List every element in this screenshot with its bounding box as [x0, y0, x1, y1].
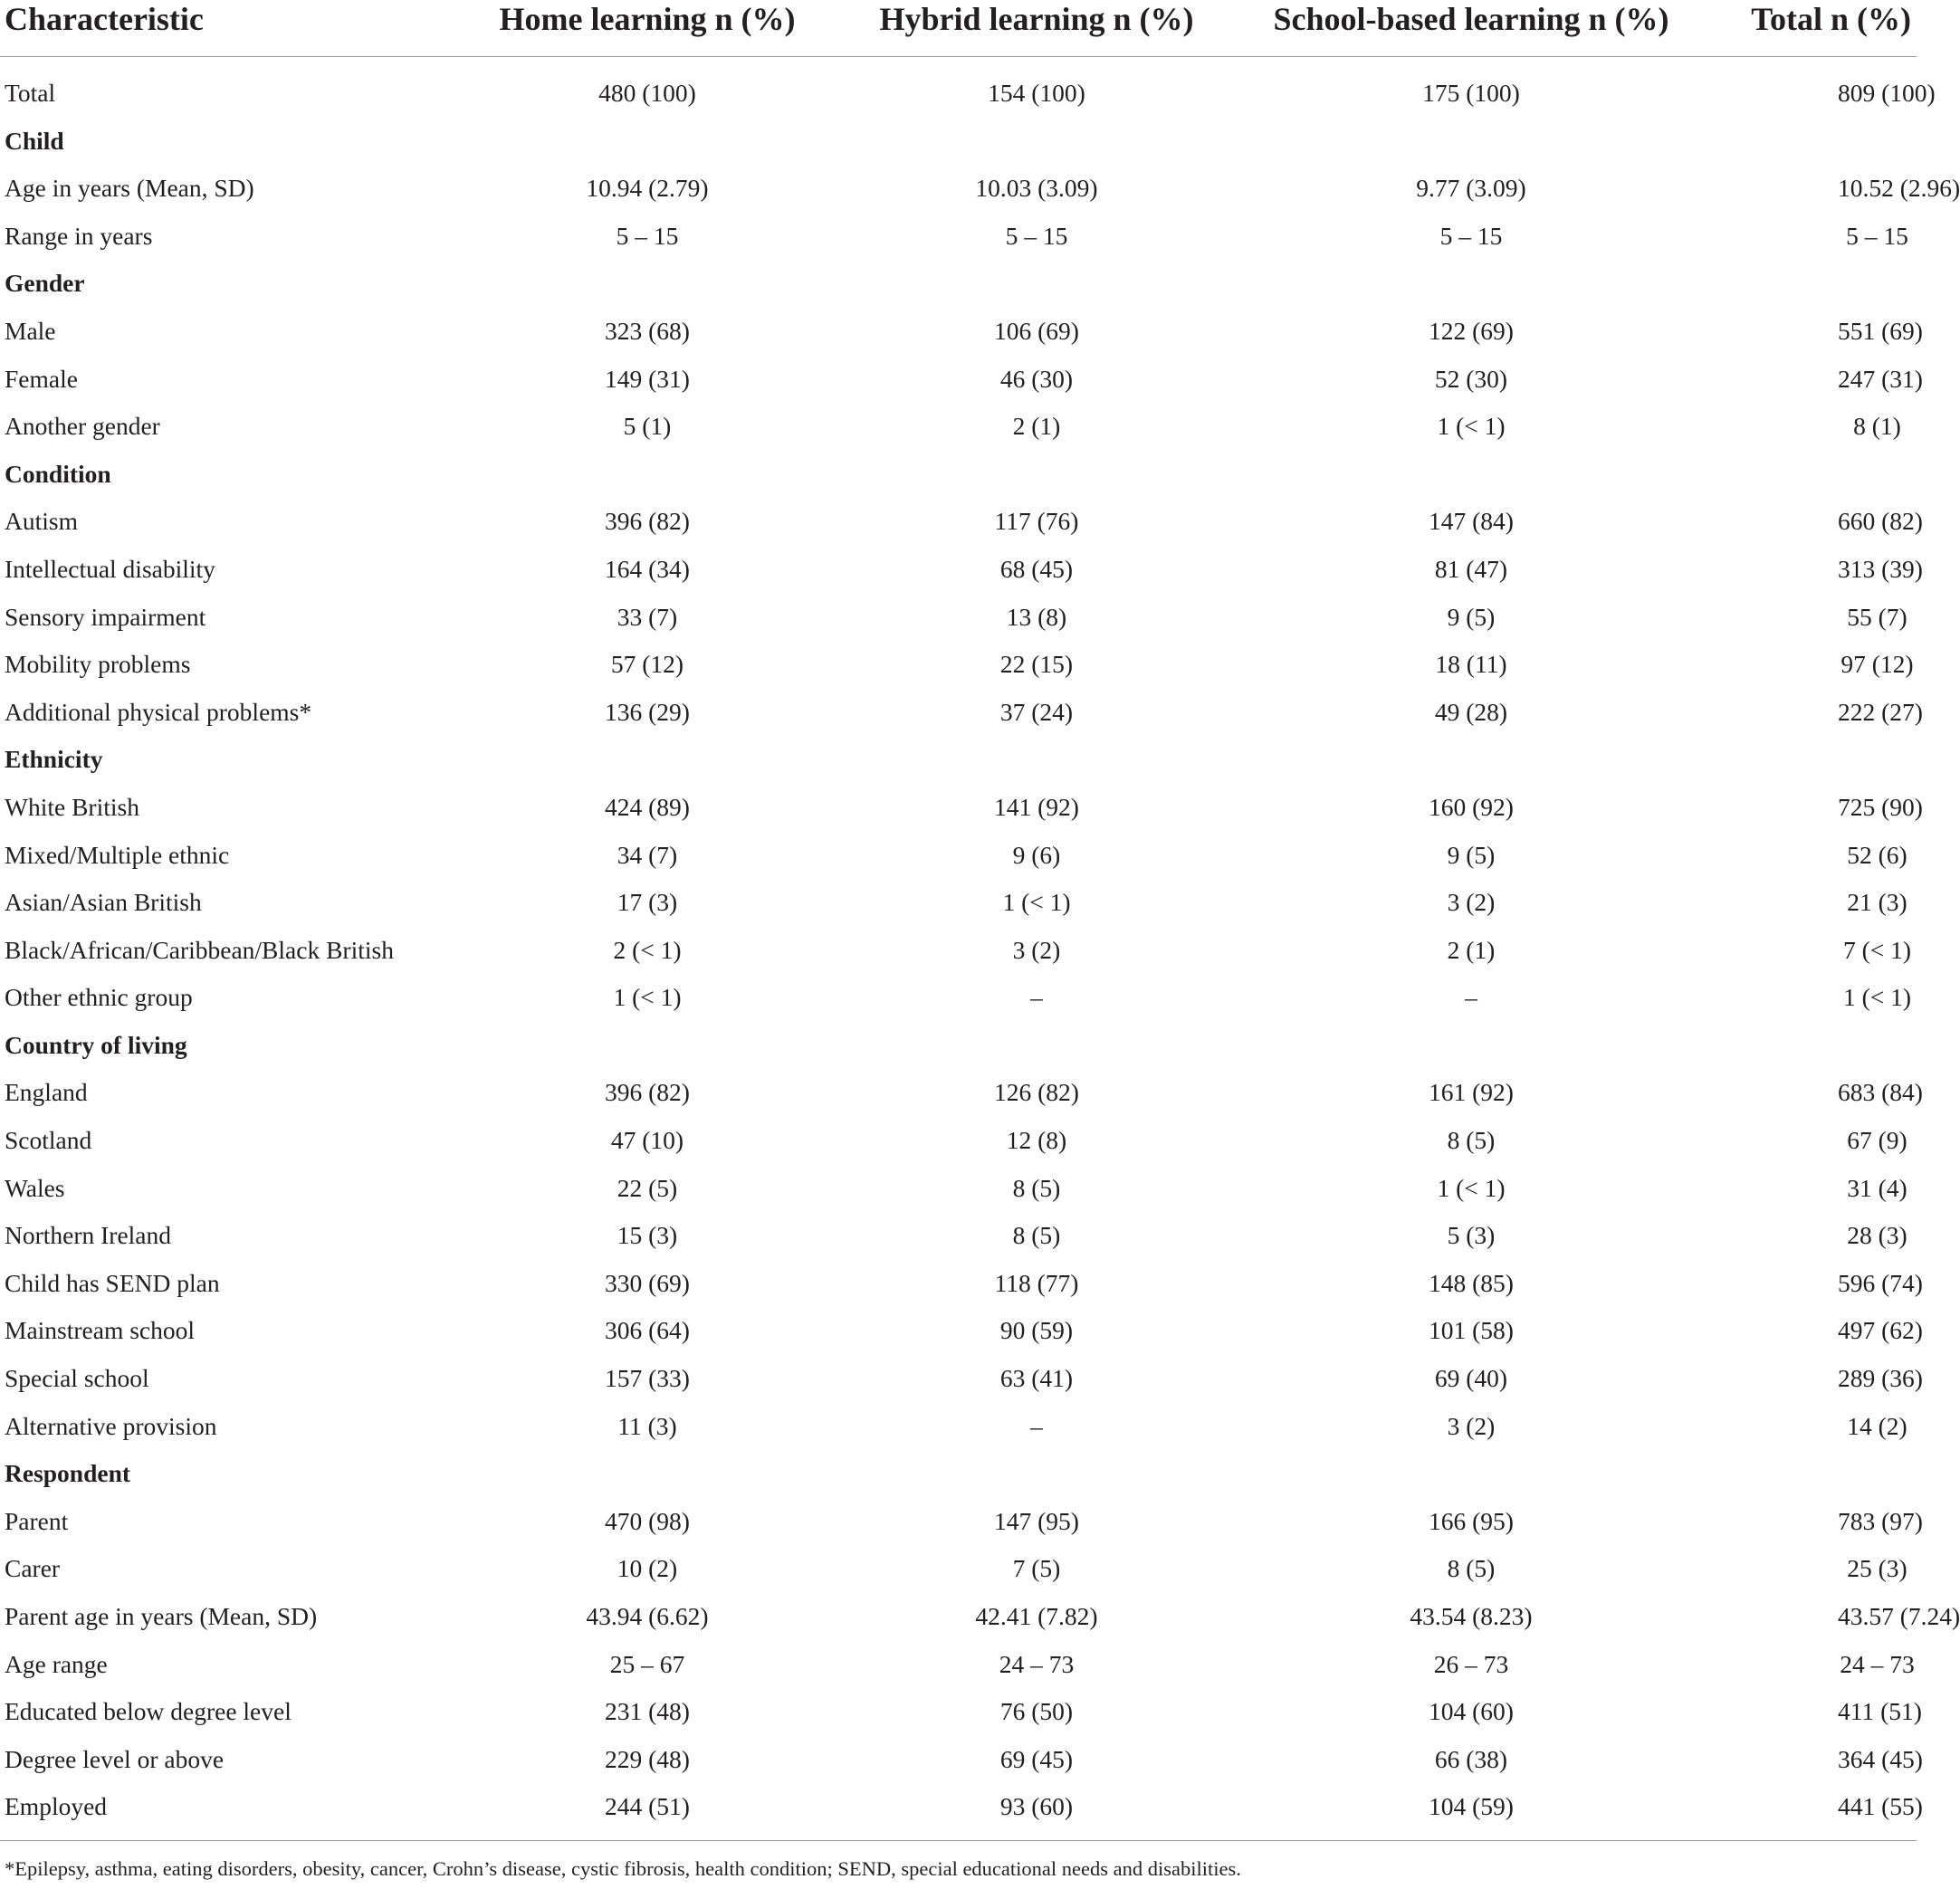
school-based-learning-cell: 81 (47) [1434, 554, 1508, 583]
home-learning-cell: 5 – 15 [616, 221, 679, 250]
school-based-learning-cell: 43.54 (8.23) [1410, 1602, 1533, 1630]
section-heading: Child [5, 126, 64, 155]
row-label: Age range [5, 1649, 108, 1678]
home-learning-cell: 149 (31) [605, 364, 690, 393]
row-label: White British [5, 792, 139, 821]
section-heading: Ethnicity [5, 745, 103, 774]
school-based-learning-cell: 166 (95) [1429, 1506, 1514, 1535]
home-learning-cell: 229 (48) [605, 1744, 690, 1773]
row-label: Range in years [5, 221, 153, 250]
header-characteristic: Characteristic [0, 0, 471, 57]
hybrid-learning-cell: 147 (95) [994, 1506, 1079, 1535]
home-learning-cell: 34 (7) [617, 840, 678, 869]
table-row [0, 165, 1917, 213]
home-learning-cell: 2 (< 1) [613, 935, 682, 964]
row-label: Parent age in years (Mean, SD) [5, 1602, 318, 1630]
hybrid-learning-cell: 126 (82) [994, 1078, 1079, 1107]
home-learning-cell: 1 (< 1) [613, 983, 682, 1012]
school-based-learning-cell: 9 (5) [1447, 840, 1496, 869]
home-learning-cell: 424 (89) [605, 792, 690, 821]
hybrid-learning-cell: 93 (60) [824, 1783, 1249, 1840]
school-based-learning-cell: – [1465, 983, 1477, 1012]
school-based-learning-cell: 49 (28) [1434, 697, 1508, 726]
hybrid-learning-cell: 12 (8) [1006, 1126, 1067, 1155]
row-label: Age in years (Mean, SD) [5, 174, 254, 203]
school-based-learning-cell: 101 (58) [1429, 1316, 1514, 1345]
table-row [0, 1498, 1917, 1546]
total-cell: 364 (45) [1838, 1744, 1923, 1773]
hybrid-learning-cell: 10.03 (3.09) [975, 174, 1098, 203]
school-based-learning-cell: 122 (69) [1429, 316, 1514, 345]
header-row [0, 0, 1917, 57]
hybrid-learning-cell: 141 (92) [994, 792, 1079, 821]
hybrid-learning-cell: 37 (24) [999, 697, 1074, 726]
school-based-learning-cell: 148 (85) [1429, 1268, 1514, 1297]
total-cell: 10.52 (2.96) [1838, 174, 1960, 203]
section-row [0, 260, 1917, 308]
table-row [0, 546, 1917, 594]
home-learning-cell: 17 (3) [617, 888, 678, 917]
school-based-learning-cell: 175 (100) [1422, 79, 1520, 107]
table-row [0, 641, 1917, 689]
hybrid-learning-cell: 154 (100) [988, 79, 1085, 107]
table-row [0, 1783, 1917, 1840]
section-heading: Respondent [5, 1459, 131, 1488]
total-cell: 683 (84) [1838, 1078, 1923, 1107]
hybrid-learning-cell: – [1030, 983, 1043, 1012]
school-based-learning-cell: 104 (59) [1249, 1783, 1693, 1840]
school-based-learning-cell: 2 (1) [1447, 935, 1496, 964]
hybrid-learning-cell: 22 (15) [999, 650, 1074, 679]
home-learning-cell: 43.94 (6.62) [586, 1602, 709, 1630]
hybrid-learning-cell: 68 (45) [999, 554, 1074, 583]
row-label: Additional physical problems* [5, 697, 312, 726]
section-row [0, 118, 1917, 166]
row-label: England [5, 1078, 88, 1107]
hybrid-learning-cell: 5 – 15 [1005, 221, 1068, 250]
total-cell: 7 (< 1) [1842, 935, 1912, 964]
hybrid-learning-cell: 9 (6) [1012, 840, 1061, 869]
table-body [0, 57, 1960, 1841]
hybrid-learning-cell: 7 (5) [1012, 1554, 1061, 1583]
row-label: Mainstream school [5, 1316, 196, 1345]
table-row [0, 974, 1917, 1022]
row-label: Alternative provision [5, 1411, 217, 1440]
total-cell: 43.57 (7.24) [1838, 1602, 1960, 1630]
row-label: Total [5, 79, 56, 107]
home-learning-cell: 11 (3) [617, 1411, 677, 1440]
home-learning-cell: 136 (29) [605, 697, 690, 726]
table-row [0, 1688, 1917, 1736]
table-row [0, 1736, 1917, 1784]
table-row [0, 308, 1917, 356]
total-cell: 31 (4) [1847, 1173, 1907, 1202]
table-row [0, 594, 1917, 642]
home-learning-cell: 330 (69) [605, 1268, 690, 1297]
hybrid-learning-cell: 76 (50) [999, 1697, 1074, 1726]
total-cell: 52 (6) [1847, 840, 1907, 869]
row-label: Scotland [5, 1126, 92, 1155]
school-based-learning-cell: 5 (3) [1447, 1221, 1496, 1250]
total-cell: 725 (90) [1838, 792, 1923, 821]
school-based-learning-cell: 147 (84) [1429, 507, 1514, 536]
row-label: Intellectual disability [5, 554, 215, 583]
school-based-learning-cell: 5 – 15 [1439, 221, 1503, 250]
hybrid-learning-cell: 24 – 73 [999, 1649, 1075, 1678]
home-learning-cell: 480 (100) [598, 79, 696, 107]
school-based-learning-cell: 18 (11) [1435, 650, 1507, 679]
row-label: Educated below degree level [5, 1697, 292, 1726]
total-cell: 809 (100) [1838, 79, 1936, 107]
school-based-learning-cell: 26 – 73 [1433, 1649, 1509, 1678]
hybrid-learning-cell: 90 (59) [999, 1316, 1074, 1345]
row-label: Black/African/Caribbean/Black British [5, 935, 394, 964]
home-learning-cell: 22 (5) [617, 1173, 678, 1202]
table-row [0, 689, 1917, 737]
home-learning-cell: 231 (48) [605, 1697, 690, 1726]
total-cell: 28 (3) [1847, 1221, 1907, 1250]
school-based-learning-cell: 104 (60) [1429, 1697, 1514, 1726]
school-based-learning-cell: 160 (92) [1429, 792, 1514, 821]
home-learning-cell: 396 (82) [605, 1078, 690, 1107]
table-row [0, 57, 1917, 118]
section-row [0, 451, 1917, 499]
total-cell: 289 (36) [1838, 1364, 1923, 1393]
table-row [0, 1641, 1917, 1689]
school-based-learning-cell: 1 (< 1) [1437, 412, 1506, 441]
total-cell: 551 (69) [1838, 316, 1923, 345]
row-label: Special school [5, 1364, 149, 1393]
hybrid-learning-cell: 2 (1) [1012, 412, 1061, 441]
hybrid-learning-cell: 13 (8) [1006, 602, 1067, 631]
row-label: Asian/Asian British [5, 888, 202, 917]
row-label: Mixed/Multiple ethnic [5, 840, 230, 869]
school-based-learning-cell: 8 (5) [1447, 1126, 1496, 1155]
total-cell: 21 (3) [1847, 888, 1907, 917]
section-heading: Country of living [5, 1030, 187, 1059]
home-learning-cell: 25 – 67 [609, 1649, 685, 1678]
total-cell: 222 (27) [1838, 697, 1923, 726]
table-row [0, 1307, 1917, 1355]
table-row [0, 1117, 1917, 1165]
school-based-learning-cell: 8 (5) [1447, 1554, 1496, 1583]
hybrid-learning-cell: 117 (76) [994, 507, 1079, 536]
home-learning-cell: 47 (10) [610, 1126, 684, 1155]
table-row [0, 1165, 1917, 1213]
table-row [0, 213, 1917, 261]
header-home-learning: Home learning n (%) [471, 0, 824, 57]
row-label: Female [5, 364, 78, 393]
hybrid-learning-cell: 118 (77) [994, 1268, 1079, 1297]
school-based-learning-cell: 3 (2) [1447, 888, 1496, 917]
total-cell: 1 (< 1) [1842, 983, 1912, 1012]
home-learning-cell: 306 (64) [605, 1316, 690, 1345]
table-row [0, 927, 1917, 975]
hybrid-learning-cell: 8 (5) [1012, 1173, 1061, 1202]
row-label: Another gender [5, 412, 160, 441]
hybrid-learning-cell: 42.41 (7.82) [975, 1602, 1098, 1630]
row-label: Male [5, 316, 56, 345]
row-label: Autism [5, 507, 78, 536]
total-cell: 24 – 73 [1840, 1649, 1915, 1678]
section-row [0, 1450, 1917, 1498]
hybrid-learning-cell: 106 (69) [994, 316, 1079, 345]
table-row [0, 1355, 1917, 1403]
hybrid-learning-cell: – [1030, 1411, 1043, 1440]
total-cell: 783 (97) [1838, 1506, 1923, 1535]
home-learning-cell: 157 (33) [605, 1364, 690, 1393]
table-row [0, 498, 1917, 546]
home-learning-cell: 323 (68) [605, 316, 690, 345]
table-header [0, 0, 1917, 57]
school-based-learning-cell: 161 (92) [1429, 1078, 1514, 1107]
home-learning-cell: 244 (51) [471, 1783, 824, 1840]
total-cell: 55 (7) [1847, 602, 1907, 631]
school-based-learning-cell: 9.77 (3.09) [1416, 174, 1526, 203]
table-footnote: *Epilepsy, asthma, eating disorders, obesity, cancer, Crohn’s disease, cystic fibrosis, health condition; SEND, special educational needs and disabilities. [5, 1857, 1241, 1880]
row-label: Child has SEND plan [5, 1268, 220, 1297]
table-row [0, 1403, 1917, 1451]
row-label: Other ethnic group [5, 983, 193, 1012]
home-learning-cell: 5 (1) [623, 412, 672, 441]
table-row [0, 1212, 1917, 1260]
row-label: Employed [0, 1783, 471, 1840]
school-based-learning-cell: 52 (30) [1434, 364, 1508, 393]
row-label: Parent [5, 1506, 69, 1535]
section-row [0, 736, 1917, 784]
total-cell: 313 (39) [1838, 554, 1923, 583]
hybrid-learning-cell: 46 (30) [999, 364, 1074, 393]
row-label: Sensory impairment [5, 602, 206, 631]
school-based-learning-cell: 9 (5) [1447, 602, 1496, 631]
home-learning-cell: 57 (12) [610, 650, 684, 679]
hybrid-learning-cell: 63 (41) [999, 1364, 1074, 1393]
total-cell: 596 (74) [1838, 1268, 1923, 1297]
total-cell: 497 (62) [1838, 1316, 1923, 1345]
table-row [0, 1260, 1917, 1308]
total-cell: 67 (9) [1847, 1126, 1907, 1155]
table-row [0, 403, 1917, 451]
table-row [0, 1593, 1917, 1641]
total-cell: 97 (12) [1840, 650, 1914, 679]
table-row [0, 784, 1917, 832]
row-label: Carer [5, 1554, 61, 1583]
table-row [0, 879, 1917, 927]
hybrid-learning-cell: 69 (45) [999, 1744, 1074, 1773]
section-row [0, 1022, 1917, 1070]
header-hybrid-learning: Hybrid learning n (%) [824, 0, 1249, 57]
total-cell: 441 (55) [1693, 1783, 1917, 1840]
total-cell: 411 (51) [1838, 1697, 1922, 1726]
total-cell: 660 (82) [1838, 507, 1923, 536]
home-learning-cell: 396 (82) [605, 507, 690, 536]
header-total: Total n (%) [1693, 0, 1917, 57]
hybrid-learning-cell: 8 (5) [1012, 1221, 1061, 1250]
table-row [0, 1069, 1917, 1117]
row-label: Northern Ireland [5, 1221, 172, 1250]
school-based-learning-cell: 3 (2) [1447, 1411, 1496, 1440]
hybrid-learning-cell: 3 (2) [1012, 935, 1061, 964]
row-label: Degree level or above [5, 1744, 225, 1773]
home-learning-cell: 470 (98) [605, 1506, 690, 1535]
total-cell: 247 (31) [1838, 364, 1923, 393]
home-learning-cell: 15 (3) [617, 1221, 678, 1250]
school-based-learning-cell: 1 (< 1) [1437, 1173, 1506, 1202]
row-label: Mobility problems [5, 650, 191, 679]
school-based-learning-cell: 66 (38) [1434, 1744, 1508, 1773]
total-cell: 25 (3) [1847, 1554, 1907, 1583]
home-learning-cell: 10.94 (2.79) [586, 174, 709, 203]
table-row [0, 356, 1917, 404]
hybrid-learning-cell: 1 (< 1) [1002, 888, 1071, 917]
school-based-learning-cell: 69 (40) [1434, 1364, 1508, 1393]
table-row [0, 832, 1917, 880]
header-school-based-learning: School-based learning n (%) [1249, 0, 1693, 57]
table-row [0, 1545, 1917, 1593]
home-learning-cell: 33 (7) [617, 602, 678, 631]
total-cell: 14 (2) [1847, 1411, 1907, 1440]
home-learning-cell: 10 (2) [617, 1554, 678, 1583]
total-cell: 8 (1) [1853, 412, 1901, 441]
section-heading: Gender [5, 269, 85, 298]
total-cell: 5 – 15 [1846, 221, 1908, 250]
row-label: Wales [5, 1173, 65, 1202]
section-heading: Condition [5, 459, 111, 488]
home-learning-cell: 164 (34) [605, 554, 690, 583]
